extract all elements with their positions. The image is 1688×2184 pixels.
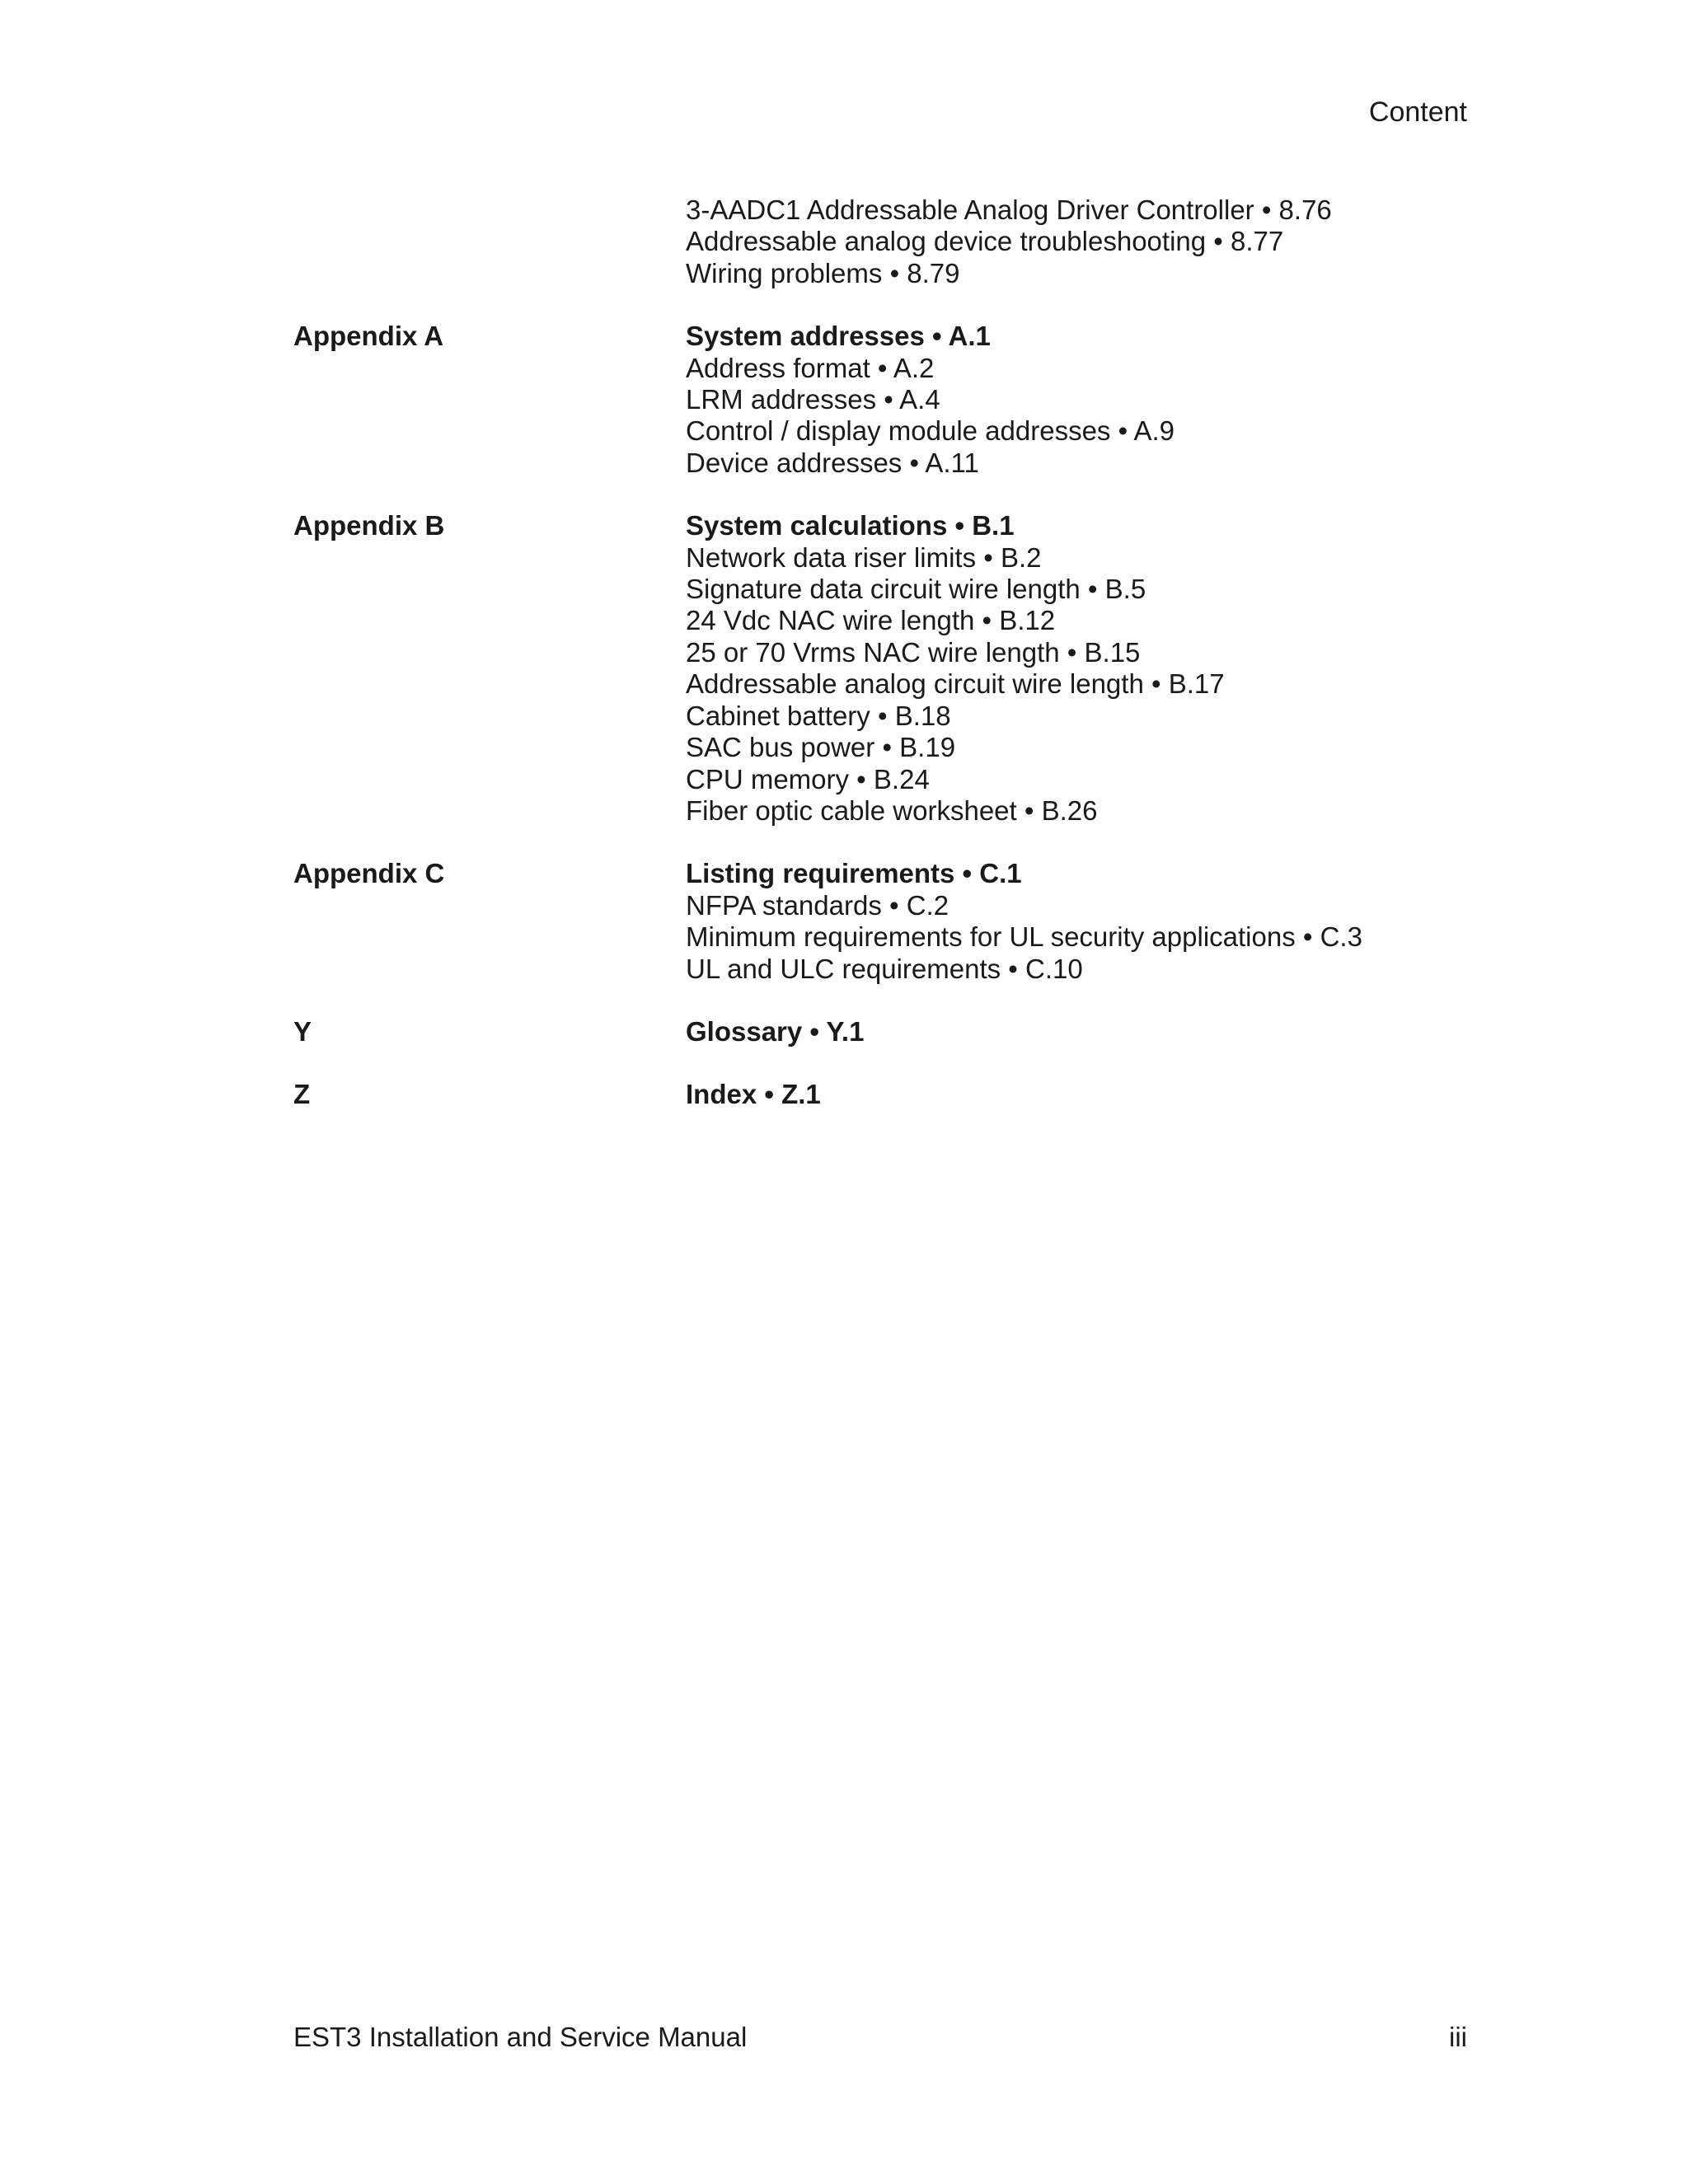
toc-section	[293, 1079, 1480, 1110]
toc-chapter-title: Index • Z.1	[686, 1079, 821, 1110]
toc-entry: Signature data circuit wire length • B.5	[686, 574, 1146, 605]
footer-manual-title: EST3 Installation and Service Manual	[293, 2022, 748, 2052]
toc-entry: Wiring problems • 8.79	[686, 257, 960, 288]
toc-entry-list	[686, 194, 1480, 289]
table-of-contents	[293, 194, 1480, 1142]
toc-entry: Cabinet battery • B.18	[686, 700, 951, 731]
toc-entry: SAC bus power • B.19	[686, 732, 956, 763]
toc-entry-list	[686, 1079, 1480, 1110]
toc-entry: Addressable analog circuit wire length • B.17	[686, 668, 1225, 700]
toc-chapter-title: System calculations • B.1	[686, 510, 1015, 541]
toc-entry-list	[686, 858, 1480, 985]
running-header: Content	[1368, 96, 1467, 128]
toc-entry: Device addresses • A.11	[686, 447, 979, 478]
toc-section-label: Appendix A	[293, 321, 444, 352]
toc-entry-list	[686, 1016, 1480, 1047]
toc-entry: Address format • A.2	[686, 352, 935, 383]
toc-entry: Control / display module addresses • A.9	[686, 415, 1175, 447]
toc-section-label: Z	[293, 1079, 311, 1110]
toc-entry: Addressable analog device troubleshooting • 8.77	[686, 226, 1284, 257]
toc-chapter-title: Listing requirements • C.1	[686, 858, 1022, 889]
toc-entry-list	[686, 321, 1480, 479]
toc-section	[293, 321, 1480, 479]
toc-entry: NFPA standards • C.2	[686, 889, 950, 921]
toc-chapter-title: Glossary • Y.1	[686, 1015, 865, 1047]
toc-entry: 25 or 70 Vrms NAC wire length • B.15	[686, 636, 1141, 668]
toc-section	[293, 858, 1480, 985]
toc-entry: Network data riser limits • B.2	[686, 541, 1042, 573]
toc-entry: LRM addresses • A.4	[686, 384, 940, 415]
footer-page-number: iii	[1449, 2022, 1467, 2052]
toc-entry: UL and ULC requirements • C.10	[686, 953, 1083, 984]
toc-section-label: Appendix B	[293, 510, 445, 541]
toc-section-label: Y	[293, 1015, 312, 1047]
toc-section	[293, 510, 1480, 827]
toc-entry: Fiber optic cable worksheet • B.26	[686, 794, 1098, 826]
toc-chapter-title: System addresses • A.1	[686, 321, 991, 352]
toc-entry: Minimum requirements for UL security applications • C.3	[686, 921, 1362, 953]
toc-entry: CPU memory • B.24	[686, 763, 930, 794]
toc-section-label: Appendix C	[293, 858, 445, 889]
toc-entry: 3-AADC1 Addressable Analog Driver Controller • 8.76	[686, 194, 1332, 225]
toc-entry: 24 Vdc NAC wire length • B.12	[686, 605, 1056, 636]
toc-section	[293, 194, 1480, 289]
toc-section-label	[293, 194, 686, 289]
toc-entry-list	[686, 510, 1480, 827]
toc-section	[293, 1016, 1480, 1047]
